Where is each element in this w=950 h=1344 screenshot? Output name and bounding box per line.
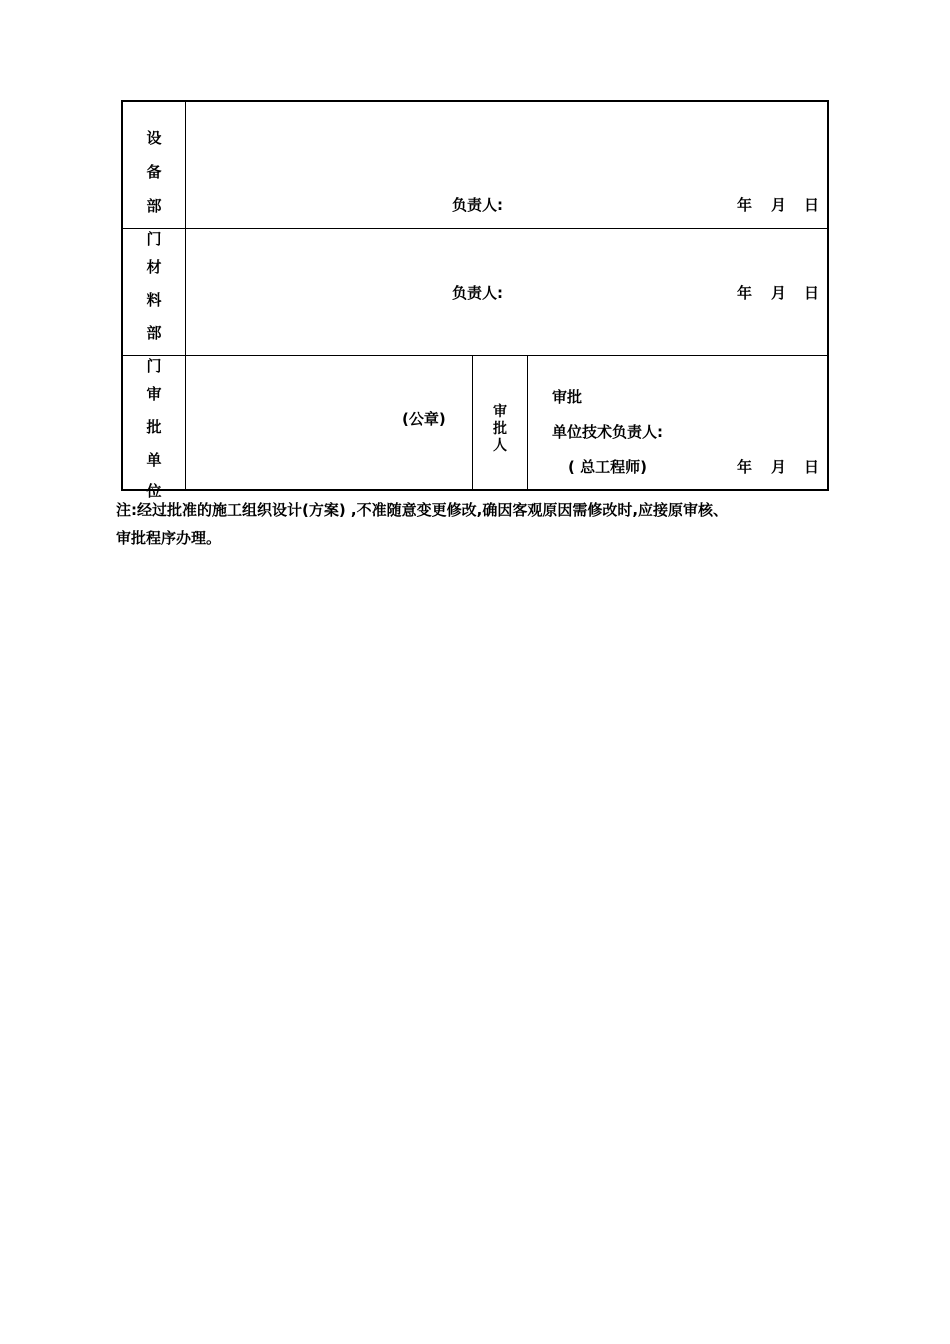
date-day: 日	[804, 196, 820, 214]
label-char: 批	[146, 418, 162, 436]
date-month: 月	[771, 284, 787, 302]
tech-lead-label: 单位技术负责人:	[552, 423, 663, 441]
label-char: 单	[146, 451, 162, 469]
label-char: 人	[493, 438, 507, 454]
responsible-person-label: 负责人:	[452, 284, 503, 302]
label-char: 批	[493, 421, 507, 437]
table-border-top	[121, 100, 829, 102]
date-year: 年	[737, 458, 753, 476]
approver-column-right-divider	[527, 355, 528, 491]
label-char: 位	[146, 482, 162, 500]
label-char: 材	[146, 258, 162, 276]
date-year: 年	[737, 196, 753, 214]
table-border-left	[121, 100, 123, 491]
date-day: 日	[804, 284, 820, 302]
label-char: 备	[146, 163, 162, 181]
label-char: 部	[146, 197, 162, 215]
label-char: 门	[146, 230, 162, 248]
label-char: 审	[146, 385, 162, 403]
row-divider-1	[121, 228, 829, 229]
footnote-line-2: 审批程序办理。	[116, 529, 222, 547]
chief-engineer-label: ( 总工程师)	[568, 458, 647, 476]
date-day: 日	[804, 458, 820, 476]
date-month: 月	[771, 196, 787, 214]
date-month: 月	[771, 458, 787, 476]
responsible-person-label: 负责人:	[452, 196, 503, 214]
approval-label: 审批	[552, 388, 583, 406]
label-char: 部	[146, 324, 162, 342]
footnote	[116, 496, 856, 552]
approver-column-left-divider	[472, 355, 473, 491]
official-seal-label: (公章)	[402, 410, 446, 428]
label-column-divider	[185, 100, 186, 491]
date-year: 年	[737, 284, 753, 302]
row-divider-2	[121, 355, 829, 356]
table-border-right	[827, 100, 829, 491]
label-char: 门	[146, 357, 162, 375]
label-char: 审	[493, 404, 507, 420]
table-border-bottom	[121, 489, 829, 491]
label-char: 料	[146, 291, 162, 309]
label-char: 设	[146, 129, 162, 147]
footnote-line-1: 注:经过批准的施工组织设计(方案) ,不准随意变更修改,确因客观原因需修改时,应接原审核、	[116, 501, 729, 519]
